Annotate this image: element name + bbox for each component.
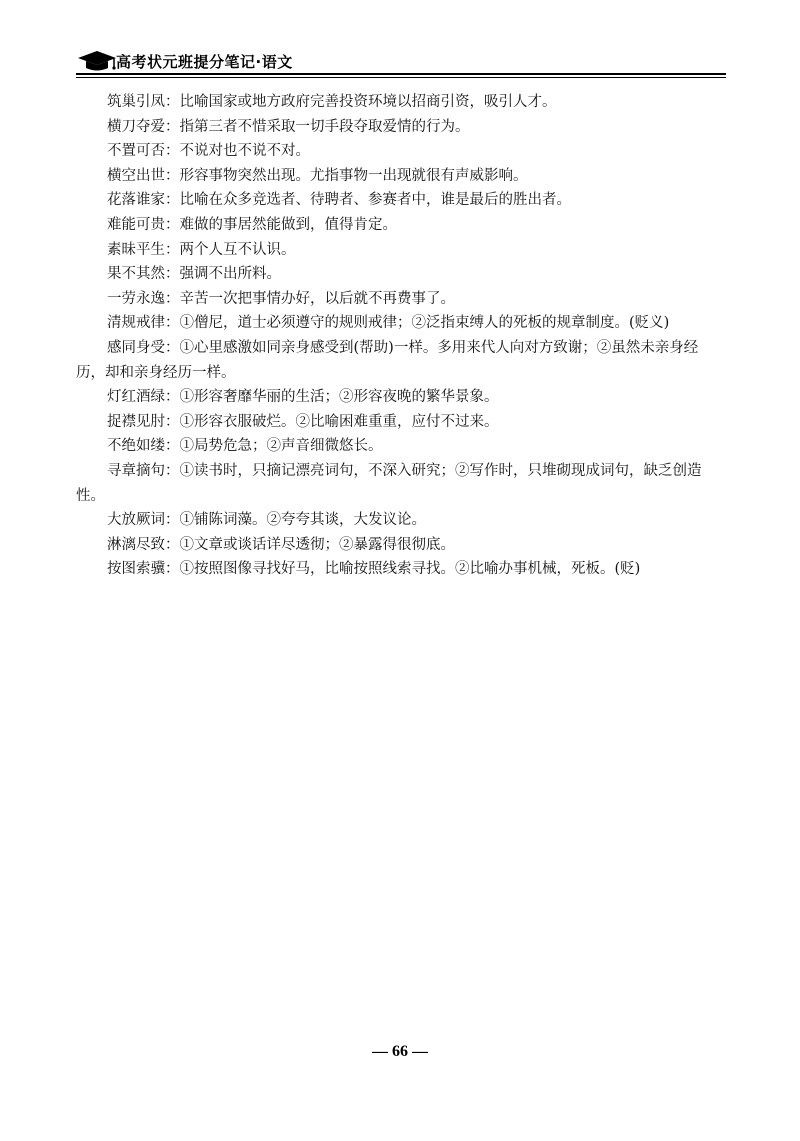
idiom-term: 花落谁家 (107, 192, 165, 209)
idiom-entry: 横空出世：形容事物突然出现。尤指事物一出现就很有声威影响。 (107, 167, 528, 184)
idiom-definition: ①按照图像寻找好马，比喻按照线索寻找。②比喻办事机械，死板。(贬) (179, 561, 641, 578)
idiom-definition: 两个人互不认识。 (179, 241, 296, 258)
idiom-term: 横刀夺爱 (107, 118, 165, 135)
idiom-entry: 大放厥词：①铺陈词藻。②夸夸其谈，大发议论。 (107, 512, 426, 529)
idiom-term: 灯红酒绿 (107, 389, 165, 406)
idiom-term: 不绝如缕 (107, 438, 165, 455)
idiom-entry: 按图索骥：①按照图像寻找好马，比喻按照线索寻找。②比喻办事机械，死板。(贬) (107, 561, 641, 578)
idiom-entry: 寻章摘句：①读书时，只摘记漂亮词句，不深入研究；②写作时，只堆砌现成词句，缺乏创造性。 (76, 462, 702, 504)
idiom-term: 一劳永逸 (107, 290, 165, 307)
idiom-list (76, 90, 726, 582)
header-title: 高考状元班提分笔记·语文 (116, 53, 293, 71)
idiom-definition: 不说对也不说不对。 (179, 143, 310, 160)
page-header (76, 46, 726, 76)
idiom-definition: 辛苦一次把事情办好，以后就不再费事了。 (179, 290, 455, 307)
idiom-definition: ①心里感激如同亲身感受到(帮助)一样。多用来代人向对方致谢；②虽然未亲身经历，却和亲身经历一样。 (76, 339, 699, 381)
idiom-term: 捉襟见肘 (107, 413, 165, 430)
idiom-definition: 难做的事居然能做到，值得肯定。 (179, 216, 397, 233)
idiom-term: 难能可贵 (107, 216, 165, 233)
idiom-definition: ①形容衣服破烂。②比喻困难重重，应付不过来。 (179, 413, 499, 430)
idiom-term: 横空出世 (107, 167, 165, 184)
idiom-term: 素昧平生 (107, 241, 165, 258)
idiom-entry: 花落谁家：比喻在众多竞选者、待聘者、参赛者中，谁是最后的胜出者。 (107, 192, 571, 209)
idiom-term: 大放厥词 (107, 512, 165, 529)
idiom-definition: ①形容奢靡华丽的生活；②形容夜晚的繁华景象。 (179, 389, 499, 406)
idiom-term: 寻章摘句 (107, 462, 165, 479)
idiom-entry: 难能可贵：难做的事居然能做到，值得肯定。 (107, 216, 397, 233)
idiom-definition: ①僧尼，道士必须遵守的规则戒律；②泛指束缚人的死板的规章制度。(贬义) (179, 315, 670, 332)
graduation-cap-icon (76, 48, 118, 72)
page-number: — 66 — (372, 1043, 428, 1060)
idiom-term: 淋漓尽致 (107, 536, 165, 553)
idiom-entry: 灯红酒绿：①形容奢靡华丽的生活；②形容夜晚的繁华景象。 (107, 389, 499, 406)
idiom-term: 感同身受 (107, 339, 165, 356)
idiom-entry: 淋漓尽致：①文章或谈话详尽透彻；②暴露得很彻底。 (107, 536, 455, 553)
idiom-definition: ①铺陈词藻。②夸夸其谈，大发议论。 (179, 512, 426, 529)
idiom-entry: 不绝如缕：①局势危急；②声音细微悠长。 (107, 438, 383, 455)
idiom-entry: 筑巢引凤：比喻国家或地方政府完善投资环境以招商引资，吸引人才。 (107, 94, 557, 110)
idiom-term: 按图索骥 (107, 561, 165, 578)
idiom-entry: 清规戒律：①僧尼，道士必须遵守的规则戒律；②泛指束缚人的死板的规章制度。(贬义) (107, 315, 670, 332)
idiom-definition: ①读书时，只摘记漂亮词句，不深入研究；②写作时，只堆砌现成词句，缺乏创造性。 (76, 462, 702, 504)
header-rule-thin (76, 77, 726, 78)
idiom-entry: 横刀夺爱：指第三者不惜采取一切手段夺取爱情的行为。 (107, 118, 470, 135)
idiom-term: 不置可否 (107, 143, 165, 160)
idiom-definition: ①文章或谈话详尽透彻；②暴露得很彻底。 (179, 536, 455, 553)
idiom-entry: 素昧平生：两个人互不认识。 (107, 241, 296, 258)
idiom-definition: 强调不出所料。 (179, 266, 281, 283)
idiom-entry: 感同身受：①心里感激如同亲身感受到(帮助)一样。多用来代人向对方致谢；②虽然未亲身经历，却和亲身经历一样。 (76, 339, 699, 381)
idiom-definition: 比喻国家或地方政府完善投资环境以招商引资，吸引人才。 (179, 94, 557, 110)
idiom-term: 果不其然 (107, 266, 165, 283)
idiom-definition: 形容事物突然出现。尤指事物一出现就很有声威影响。 (179, 167, 528, 184)
idiom-term: 清规戒律 (107, 315, 165, 332)
idiom-term: 筑巢引凤 (107, 94, 165, 110)
idiom-entry: 捉襟见肘：①形容衣服破烂。②比喻困难重重，应付不过来。 (107, 413, 499, 430)
idiom-definition: 比喻在众多竞选者、待聘者、参赛者中，谁是最后的胜出者。 (179, 192, 571, 209)
idiom-definition: ①局势危急；②声音细微悠长。 (179, 438, 383, 455)
idiom-entry: 不置可否：不说对也不说不对。 (107, 143, 310, 160)
idiom-definition: 指第三者不惜采取一切手段夺取爱情的行为。 (179, 118, 470, 135)
idiom-entry: 一劳永逸：辛苦一次把事情办好，以后就不再费事了。 (107, 290, 455, 307)
header-rule (76, 73, 726, 75)
idiom-entry: 果不其然：强调不出所料。 (107, 266, 281, 283)
